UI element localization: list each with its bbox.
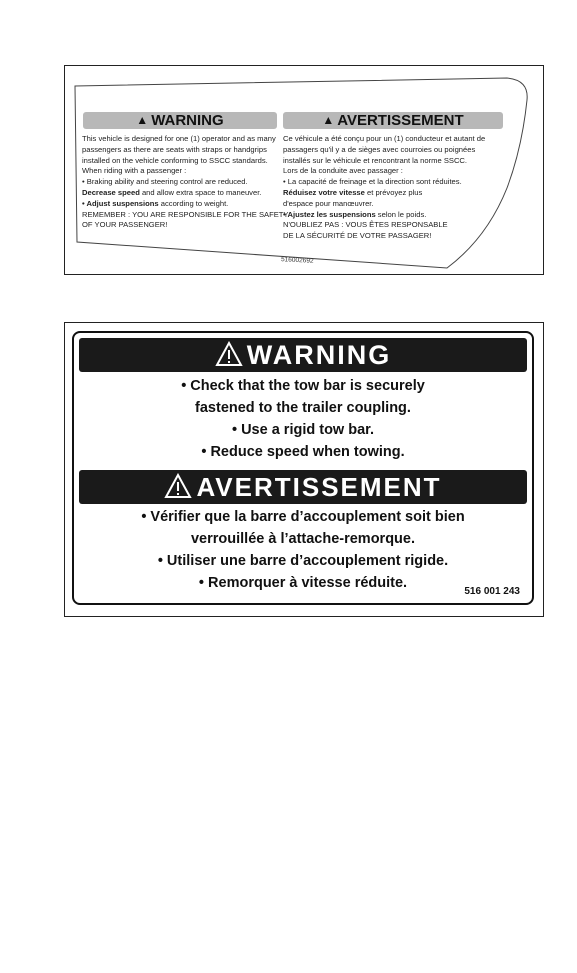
text-line <box>283 145 508 156</box>
line-text: passagers qu'il y a de sièges avec courroies ou poignées <box>283 144 476 154</box>
line-text: This vehicle is designed for one (1) operator and as many <box>82 134 276 143</box>
warning-triangle-icon <box>164 473 192 499</box>
french-passenger-text <box>283 134 508 242</box>
line-text: • Braking ability and steering control are reduced. <box>82 177 248 187</box>
line-text: installed on the vehicle conforming to SSCC standards. <box>82 155 268 165</box>
text-line: • Use a rigid tow bar. <box>231 422 375 438</box>
text-line <box>82 188 282 199</box>
warning-heading: ▲ WARNING <box>83 112 277 129</box>
text-line: • Reduce speed when towing. <box>201 444 405 460</box>
text-line: • Vérifier que la barre d’accouplement soit bien <box>141 509 465 525</box>
bold-phrase: • Ajustez les suspensions <box>283 209 376 219</box>
text-line <box>283 156 508 167</box>
line-text: d'espace pour manœuvrer. <box>283 198 374 208</box>
passenger-warning-label-frame <box>64 65 544 275</box>
warning-banner: WARNING <box>79 338 527 372</box>
text-line <box>82 199 282 210</box>
line-text: according to weight. <box>158 198 229 208</box>
text-line <box>82 156 282 167</box>
text-line <box>82 134 282 145</box>
bold-phrase: Decrease speed <box>82 187 140 197</box>
line-text: passengers as there are seats with straps or handgrips <box>82 144 267 154</box>
line-text: • La capacité de freinage et la direction sont réduites. <box>283 177 462 187</box>
warning-triangle-icon: ▲ <box>322 113 335 127</box>
part-number: 516002692 <box>280 256 314 265</box>
avertissement-heading: ▲ AVERTISSEMENT <box>283 112 503 129</box>
warning-triangle-icon: ▲ <box>136 113 149 127</box>
bold-phrase: Réduisez votre vitesse <box>283 187 365 197</box>
warning-triangle-icon <box>215 341 243 367</box>
line-text: and allow extra space to maneuver. <box>139 187 262 197</box>
avertissement-banner: AVERTISSEMENT <box>79 470 527 504</box>
line-text: When riding with a passenger : <box>82 166 187 176</box>
line-text: OF YOUR PASSENGER! <box>82 220 168 230</box>
text-line <box>283 188 508 199</box>
bold-phrase: • Adjust suspensions <box>82 198 159 208</box>
line-text: REMEMBER : YOU ARE RESPONSIBLE FOR THE SAFETY <box>82 209 289 219</box>
line-text: selon le poids. <box>375 209 427 219</box>
text-line: • Check that the tow bar is securely <box>181 378 425 394</box>
text-line: • Remorquer à vitesse réduite. <box>198 575 408 591</box>
passenger-warning-decal <box>67 68 541 272</box>
towing-warning-label-frame <box>64 322 544 617</box>
text-line <box>283 220 508 231</box>
line-text: Lors de la conduite avec passager : <box>283 166 403 176</box>
text-line <box>283 199 508 210</box>
line-text: installés sur le véhicule et rencontrant la norme SSCC. <box>283 155 468 165</box>
text-line: verrouillée à l’attache-remorque. <box>190 531 416 547</box>
text-line <box>283 166 508 177</box>
text-line <box>82 220 282 231</box>
part-number: 516 001 243 <box>464 586 520 597</box>
text-line <box>283 231 508 242</box>
towing-warning-decal <box>72 331 534 605</box>
text-line: fastened to the trailer coupling. <box>195 400 411 416</box>
line-text: DE LA SÉCURITÉ DE VOTRE PASSAGER! <box>283 231 432 241</box>
english-passenger-text <box>82 134 289 231</box>
text-line <box>283 177 508 188</box>
text-line <box>283 134 508 145</box>
text-line <box>82 166 282 177</box>
text-line <box>82 209 289 221</box>
text-line <box>82 145 282 156</box>
text-line: • Utiliser une barre d’accouplement rigide. <box>157 553 449 569</box>
english-towing-text <box>74 375 532 463</box>
line-text: Ce véhicule a été conçu pour un (1) conducteur et autant de <box>283 134 486 143</box>
line-text: N'OUBLIEZ PAS : VOUS ÊTES RESPONSABLE <box>283 220 448 230</box>
text-line <box>82 177 282 188</box>
line-text: et prévoyez plus <box>364 187 423 197</box>
text-line <box>283 210 508 221</box>
french-towing-text <box>74 506 532 594</box>
